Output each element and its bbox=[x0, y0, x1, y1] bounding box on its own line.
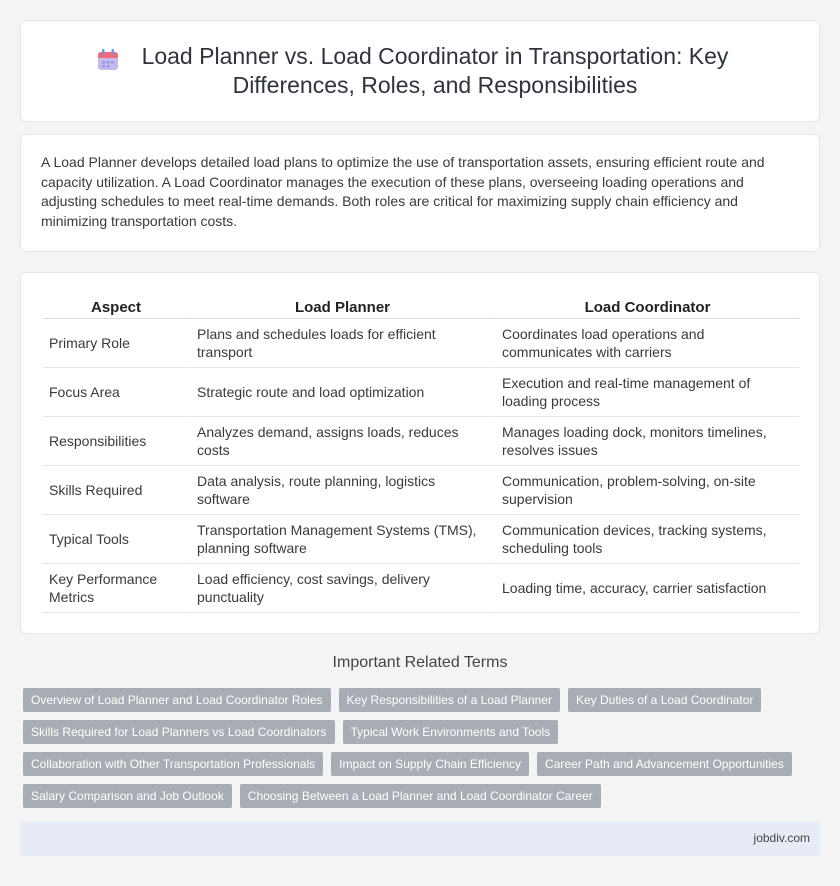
related-term-tag[interactable]: Salary Comparison and Job Outlook bbox=[23, 784, 232, 808]
page-title: Load Planner vs. Load Coordinator in Transportation: Key Differences, Roles, and Responsibilities bbox=[141, 43, 729, 98]
intro-card bbox=[20, 134, 820, 252]
table-cell-coordinator: Manages loading dock, monitors timelines, resolves issues bbox=[494, 417, 799, 466]
related-term-tag[interactable]: Overview of Load Planner and Load Coordinator Roles bbox=[23, 688, 331, 712]
table-cell-planner: Data analysis, route planning, logistics software bbox=[189, 466, 494, 515]
title-card bbox=[20, 20, 820, 122]
table-cell-coordinator: Communication, problem-solving, on-site supervision bbox=[494, 466, 799, 515]
table-cell-planner: Plans and schedules loads for efficient transport bbox=[189, 319, 494, 368]
table-cell-planner: Transportation Management Systems (TMS), planning software bbox=[189, 515, 494, 564]
comparison-table bbox=[43, 295, 799, 613]
table-header-row bbox=[43, 295, 799, 319]
table-row bbox=[43, 515, 799, 564]
related-term-tag[interactable]: Key Duties of a Load Coordinator bbox=[568, 688, 761, 712]
intro-text: A Load Planner develops detailed load plans to optimize the use of transportation assets, ensuring efficient route and capacity utilization. A Load Coordinator manages the execution of these plans, overseeing loading operations and adjusting schedules to meet real-time demands. Both roles are critical for maximizing supply chain efficiency and minimizing transportation costs. bbox=[41, 154, 765, 229]
footer-site-link[interactable]: jobdiv.com bbox=[753, 831, 810, 845]
table-cell-coordinator: Loading time, accuracy, carrier satisfaction bbox=[494, 564, 799, 613]
header-load-coordinator: Load Coordinator bbox=[494, 295, 799, 319]
related-term-tag[interactable]: Key Responsibilities of a Load Planner bbox=[339, 688, 560, 712]
table-row bbox=[43, 466, 799, 515]
related-terms-heading: Important Related Terms bbox=[332, 654, 508, 671]
table-cell-aspect: Key Performance Metrics bbox=[43, 564, 189, 613]
header-aspect: Aspect bbox=[43, 295, 189, 319]
related-term-tag[interactable]: Career Path and Advancement Opportunities bbox=[537, 752, 792, 776]
table-cell-planner: Analyzes demand, assigns loads, reduces costs bbox=[189, 417, 494, 466]
table-cell-aspect: Skills Required bbox=[43, 466, 189, 515]
comparison-card bbox=[20, 272, 820, 634]
table-cell-aspect: Typical Tools bbox=[43, 515, 189, 564]
table-cell-aspect: Primary Role bbox=[43, 319, 189, 368]
table-row bbox=[43, 564, 799, 613]
table-cell-aspect: Responsibilities bbox=[43, 417, 189, 466]
table-cell-planner: Strategic route and load optimization bbox=[189, 368, 494, 417]
table-cell-coordinator: Communication devices, tracking systems, scheduling tools bbox=[494, 515, 799, 564]
footer bbox=[20, 822, 820, 856]
related-term-tag[interactable]: Typical Work Environments and Tools bbox=[343, 720, 559, 744]
related-term-tag[interactable]: Skills Required for Load Planners vs Load Coordinators bbox=[23, 720, 335, 744]
table-row bbox=[43, 319, 799, 368]
related-term-tag[interactable]: Choosing Between a Load Planner and Load Coordinator Career bbox=[240, 784, 601, 808]
table-row bbox=[43, 417, 799, 466]
table-row bbox=[43, 368, 799, 417]
table-cell-coordinator: Coordinates load operations and communicates with carriers bbox=[494, 319, 799, 368]
table-cell-aspect: Focus Area bbox=[43, 368, 189, 417]
header-load-planner: Load Planner bbox=[189, 295, 494, 319]
table-cell-planner: Load efficiency, cost savings, delivery punctuality bbox=[189, 564, 494, 613]
table-cell-coordinator: Execution and real-time management of loading process bbox=[494, 368, 799, 417]
related-term-tag[interactable]: Impact on Supply Chain Efficiency bbox=[331, 752, 529, 776]
related-terms-list bbox=[23, 688, 823, 808]
related-term-tag[interactable]: Collaboration with Other Transportation Professionals bbox=[23, 752, 323, 776]
